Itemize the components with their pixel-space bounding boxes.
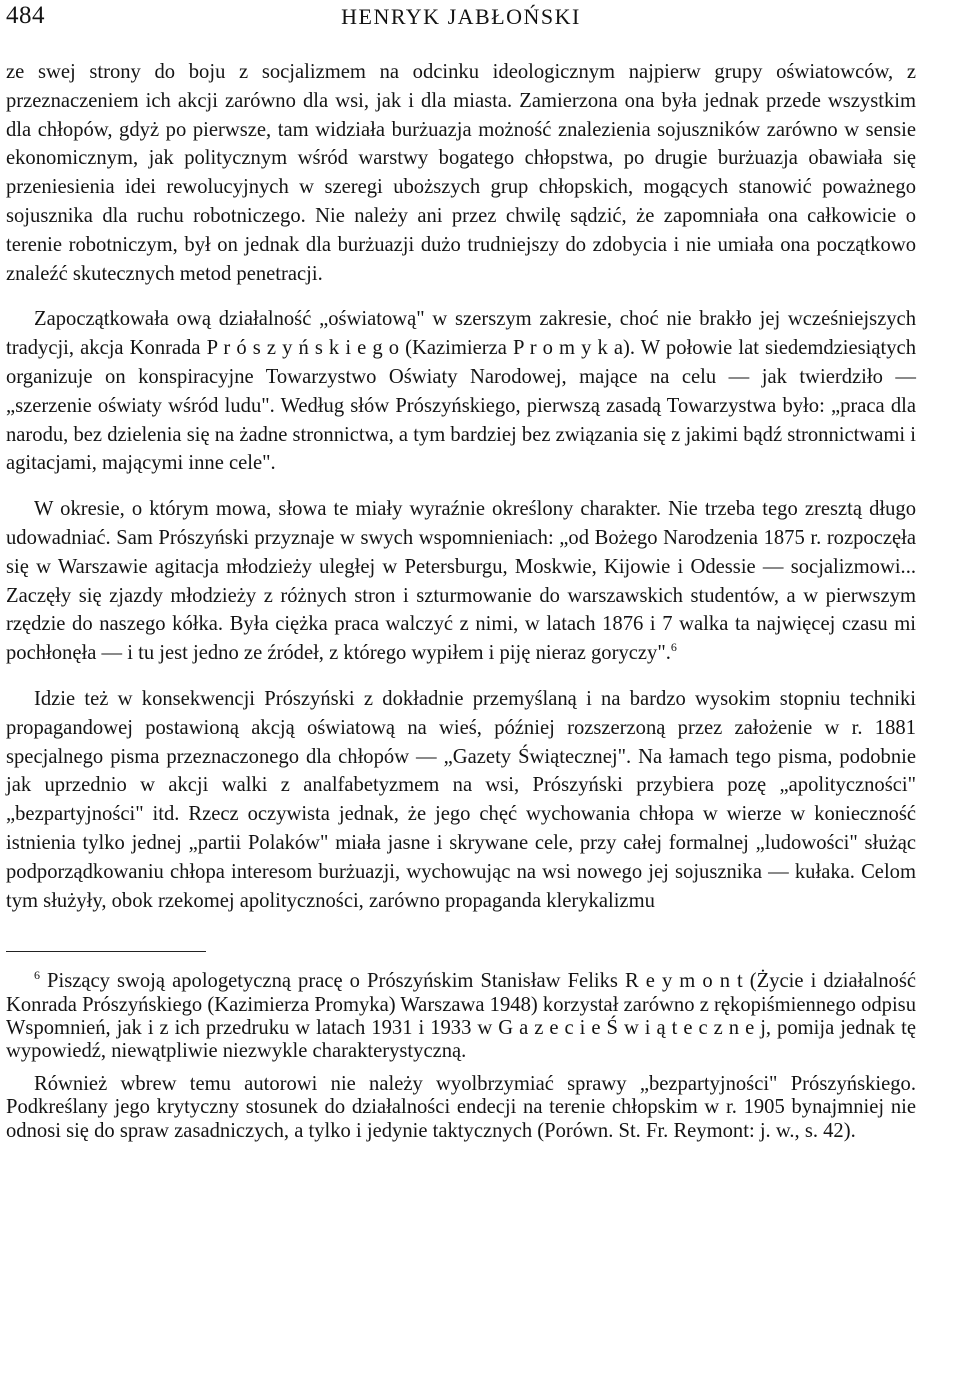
footnote-paragraph-2: Również wbrew temu autorowi nie należy wyolbrzymiać sprawy „bezpartyjności" Prószyńskiego. Podkreślany jego krytyczny stosunek do działalności endecji na terenie chłopskim w r. 1905 bynajmniej nie odnosi się do spraw zasadniczych, a tylko i jedynie taktycznych (Porówn. St. Fr. Reymont: j. w., s. 42). <box>6 1073 916 1142</box>
body-paragraph-2: Zapoczątkowała ową działalność „oświatową" w szerszym zakresie, choć nie brakło jej wcześniejszych tradycji, akcja Konrada P r ó s z y ń s k i e g o (Kazimierza P r o m y k a). W połowie lat siedemdziesiątych organizuje on konspiracyjne Towarzystwo Oświaty Narodowej, mające na celu — jak twierdziło — „szerzenie oświaty wśród ludu". Według słów Prószyńskiego, pierwszą zasadą Towarzystwa było: „praca dla narodu, bez dzielenia się na żadne stronnictwa, a tym bardziej bez związania się z jakimi bądź stronnictwami i agitacjami, mającymi inne cele". <box>6 308 916 475</box>
body-text <box>6 58 916 915</box>
body-paragraph-3-text: W okresie, o którym mowa, słowa te miały wyraźnie określony charakter. Nie trzeba tego zresztą długo udowadniać. Sam Prószyński przyznaje w swych wspomnieniach: „od Bożego Narodzenia 1875 r. rozpoczęła się w Warszawie agitacja młodzieży uległej w Petersburgu, Moskwie, Kijowie i Odessie — socjalizmowi... Zaczęły się zjazdy młodzieży z różnych stron i szturmowanie do warszawskich studentów, a w pierwszym rzędzie do naszego kółka. Była ciężka praca walczyć z nimi, w latach 1876 i 7 walka ta najwięcej czasu mi pochłonęła — i tu jest jedno ze źródeł, z którego wypiłem i piję nieraz goryczy". <box>6 498 916 665</box>
document-page <box>6 0 916 1153</box>
page-number: 484 <box>6 2 45 29</box>
footnote-paragraph-1-text: Piszący swoją apologetyczną pracę o Prószyńskim Stanisław Feliks R e y m o n t (Życie i działalność Konrada Prószyńskiego (Kazimierza Promyka) Warszawa 1948) korzystał zarówno z rękopiśmiennego odpisu Wspomnień, jak i z ich przedruku w latach 1931 i 1933 w G a z e c i e Ś w i ą t e c z n e j, pomija jednak tę wypowiedź, niewątpliwie niezwykle charakterystyczną. <box>6 970 916 1062</box>
body-paragraph-4: Idzie też w konsekwencji Prószyński z dokładnie przemyślaną i na bardzo wysokim stopniu techniki propagandowej postawioną akcją oświatową na wieś, później rozszerzoną przez założenie w r. 1881 specjalnego pisma przeznaczonego dla chłopów — „Gazety Świątecznej". Na łamach tego pisma, podobnie jak uprzednio w akcji walki z analfabetyzmem na wsi, Prószyński przybiera pozę „apolityczności" „bezpartyjności" itd. Rzecz oczywista jednak, że jego chęć wychowania chłopa w wierze w konieczność istnienia tylko jednej „partii Polaków" miała jasne i skrywane cele, przy całej formalnej „ludowości" służąc podporządkowaniu chłopa interesom burżuazji, wychowując na wsi nowego jej sojusznika — kułaka. Celom tym służyły, obok rzekomej apolityczności, zarówno propaganda klerykalizmu <box>6 687 916 912</box>
running-head: HENRYK JABŁOŃSKI <box>341 4 581 29</box>
footnotes <box>6 970 916 1142</box>
footnote-paragraph-1 <box>6 970 916 1063</box>
body-paragraph-3 <box>6 495 916 668</box>
footnote-number: 6 <box>34 968 40 983</box>
footnote-reference: 6 <box>670 640 677 655</box>
footnote-divider <box>6 951 206 952</box>
page-header <box>6 0 916 36</box>
body-paragraph-1: ze swej strony do boju z socjalizmem na odcinku ideologicznym najpierw grupy oświatowców, z przeznaczeniem ich akcji zarówno dla wsi, jak i dla miasta. Zamierzona ona była jednak przede wszystkim dla chłopów, gdyż po pierwsze, tam widziała burżuazja możność znalezienia sojuszników zarówno w sensie ekonomicznym, jak politycznym wśród warstwy bogatego chłopstwa, po drugie burżuazja obawiała się przeniesienia idei rewolucyjnych w szeregi uboższych grup chłopskich, mogących stanowić poważnego sojusznika dla ruchu robotniczego. Nie należy ani przez chwilę sądzić, że zapomniała ona całkowicie o terenie robotniczym, był on jednak dla burżuazji dużo trudniejszy do zdobycia i nie umiała ona początkowo znaleźć skutecznych metod penetracji. <box>6 61 916 285</box>
